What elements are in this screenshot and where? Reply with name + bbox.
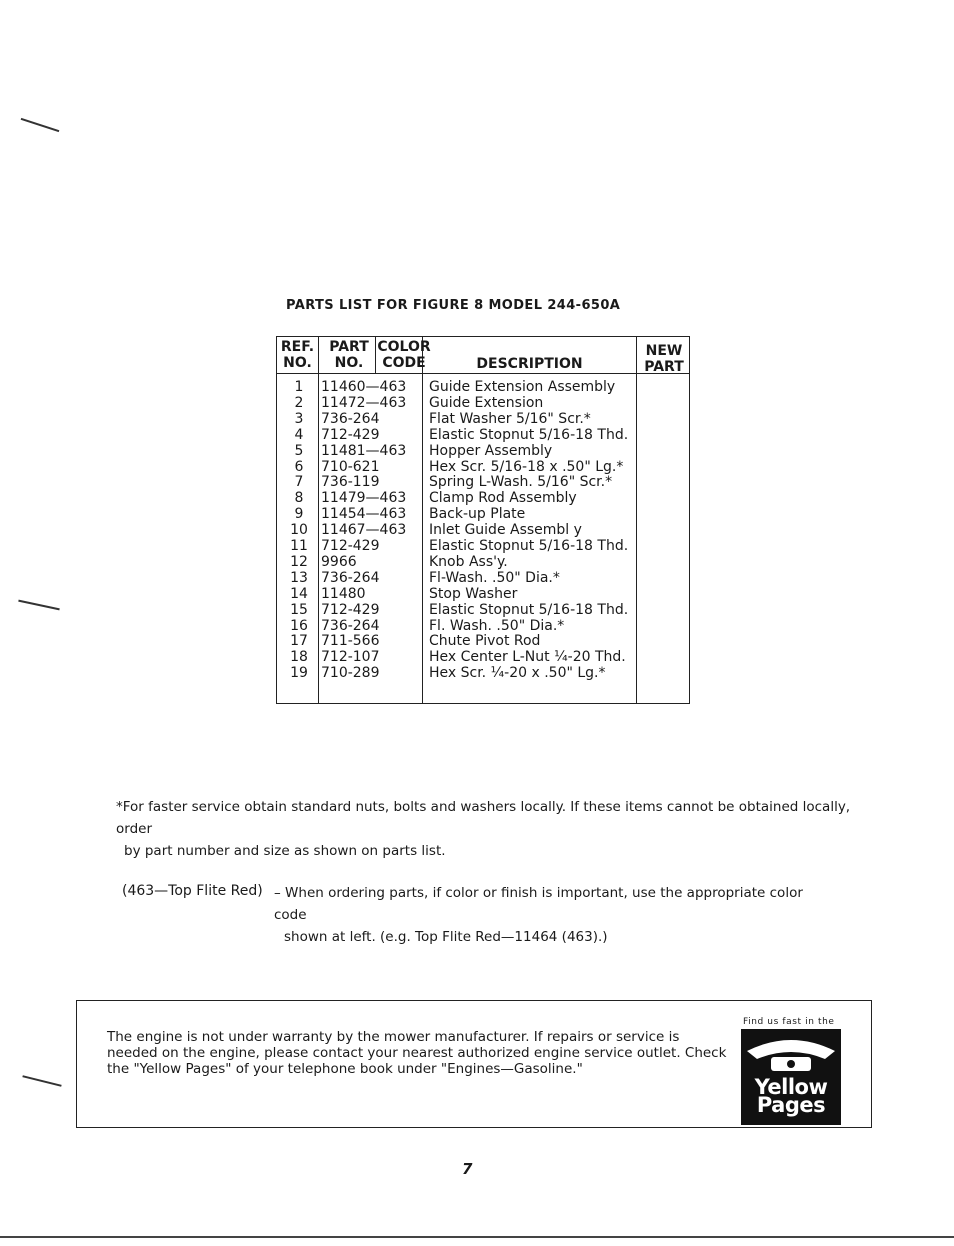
part-no-cell: 11480 [321, 585, 366, 602]
warranty-box [76, 1000, 872, 1128]
part-no-cell: 712-429 [321, 601, 380, 618]
part-no-cell: 11467—463 [321, 522, 407, 539]
color-code-note-line: – When ordering parts, if color or finish is important, use the appropriate color code [274, 885, 803, 923]
ref-cell: 5 [294, 442, 304, 459]
ref-cell: 4 [294, 426, 304, 443]
warranty-text: The engine is not under warranty by the mower manufacturer. If repairs or service is needed on the engine, please contact your nearest authorized engine service outlet. Check the "Yellow Pages" of your telephone book under "Engines—Gasoline." [107, 1029, 727, 1077]
table-row [277, 443, 689, 459]
color-code-label: (463—Top Flite Red) [122, 883, 263, 899]
table-row [277, 649, 689, 665]
ref-cell: 13 [290, 569, 308, 586]
table-row [277, 633, 689, 649]
part-no-cell: 711-566 [321, 633, 380, 650]
description-cell: Elastic Stopnut 5/16-18 Thd. [429, 601, 629, 618]
color-code-note [274, 882, 834, 948]
telephone-icon [741, 1031, 841, 1075]
ref-cell: 3 [294, 410, 304, 427]
header-ref-no: REF. NO. [280, 339, 315, 371]
description-cell: Flat Washer 5/16" Scr.* [429, 410, 591, 427]
footnote-line: *For faster service obtain standard nuts, bolts and washers locally. If these items cannot be obtained locally, order [116, 799, 851, 837]
part-no-cell: 712-107 [321, 649, 380, 666]
description-cell: Knob Ass'y. [429, 553, 508, 570]
description-cell: Spring L-Wash. 5/16" Scr.* [429, 474, 613, 491]
color-code-note-line: shown at left. (e.g. Top Flite Red—11464 (463).) [284, 929, 608, 945]
part-no-cell: 11481—463 [321, 442, 407, 459]
description-cell: Clamp Rod Assembly [429, 490, 577, 507]
parts-table [276, 336, 690, 704]
description-cell: Chute Pivot Rod [429, 633, 541, 650]
table-row [277, 506, 689, 522]
part-no-cell: 710-621 [321, 458, 380, 475]
ref-cell: 6 [294, 458, 304, 475]
part-no-cell: 11460—463 [321, 379, 407, 395]
description-cell: Back-up Plate [429, 506, 526, 523]
yellow-pages-caption: Find us fast in the [743, 1017, 835, 1027]
description-cell: Guide Extension [429, 394, 544, 411]
part-no-cell: 11479—463 [321, 490, 407, 507]
part-no-cell: 736-264 [321, 410, 380, 427]
yellow-pages-word: Pages [756, 1093, 826, 1117]
table-row [277, 427, 689, 443]
table-row [277, 665, 689, 681]
description-cell: Fl-Wash. .50" Dia.* [429, 569, 560, 586]
description-cell: Hopper Assembly [429, 442, 553, 459]
header-description: DESCRIPTION [476, 356, 583, 372]
scan-mark [21, 118, 60, 132]
ref-cell: 16 [290, 617, 308, 634]
part-no-cell: 712-429 [321, 538, 380, 554]
ref-cell: 7 [294, 474, 304, 491]
bottom-rule [0, 1236, 954, 1238]
table-row [277, 554, 689, 570]
description-cell: Elastic Stopnut 5/16-18 Thd. [429, 538, 629, 554]
table-row [277, 538, 689, 554]
ref-cell: 12 [290, 553, 308, 570]
description-cell: Inlet Guide Assembl y [429, 522, 582, 539]
ref-cell: 17 [290, 633, 308, 650]
scan-mark [22, 1075, 61, 1087]
yellow-pages-word: Yellow [754, 1075, 828, 1099]
table-row [277, 395, 689, 411]
table-row [277, 411, 689, 427]
yellow-pages-logo [741, 1029, 841, 1125]
table-row [277, 586, 689, 602]
ref-cell: 19 [290, 665, 308, 682]
header-new-part: NEW PART [644, 343, 684, 375]
part-no-cell: 11454—463 [321, 506, 407, 523]
description-cell: Hex Scr. 5/16-18 x .50" Lg.* [429, 458, 624, 475]
ref-cell: 11 [290, 538, 308, 554]
table-row [277, 474, 689, 490]
footnote [116, 796, 876, 862]
table-row [277, 379, 689, 395]
table-row [277, 459, 689, 475]
ref-cell: 18 [290, 649, 308, 666]
part-no-cell: 736-119 [321, 474, 380, 491]
part-no-cell: 11472—463 [321, 394, 407, 411]
ref-cell: 10 [290, 522, 308, 539]
header-part-no: PART NO. [329, 339, 369, 371]
ref-cell: 1 [294, 379, 304, 395]
part-no-cell: 736-264 [321, 569, 380, 586]
footnote-line: by part number and size as shown on parts list. [124, 843, 446, 859]
header-color-code: COLOR CODE [377, 339, 431, 371]
parts-list-title: PARTS LIST FOR FIGURE 8 MODEL 244-650A [286, 298, 621, 313]
table-row [277, 618, 689, 634]
description-cell: Elastic Stopnut 5/16-18 Thd. [429, 426, 629, 443]
description-cell: Hex Center L-Nut ¼-20 Thd. [429, 649, 626, 666]
ref-cell: 8 [294, 490, 304, 507]
table-row [277, 570, 689, 586]
description-cell: Hex Scr. ¼-20 x .50" Lg.* [429, 665, 606, 682]
ref-cell: 9 [294, 506, 304, 523]
table-row [277, 522, 689, 538]
header-divider [277, 373, 689, 374]
description-cell: Stop Washer [429, 585, 518, 602]
part-no-cell: 736-264 [321, 617, 380, 634]
description-cell: Guide Extension Assembly [429, 379, 616, 395]
ref-cell: 2 [294, 394, 304, 411]
part-no-cell: 9966 [321, 553, 357, 570]
description-cell: Fl. Wash. .50" Dia.* [429, 617, 565, 634]
ref-cell: 14 [290, 585, 308, 602]
table-row [277, 602, 689, 618]
ref-cell: 15 [290, 601, 308, 618]
table-row [277, 490, 689, 506]
part-no-cell: 710-289 [321, 665, 380, 682]
scan-mark [18, 600, 59, 611]
page-number: 7 [462, 1160, 473, 1178]
part-no-cell: 712-429 [321, 426, 380, 443]
